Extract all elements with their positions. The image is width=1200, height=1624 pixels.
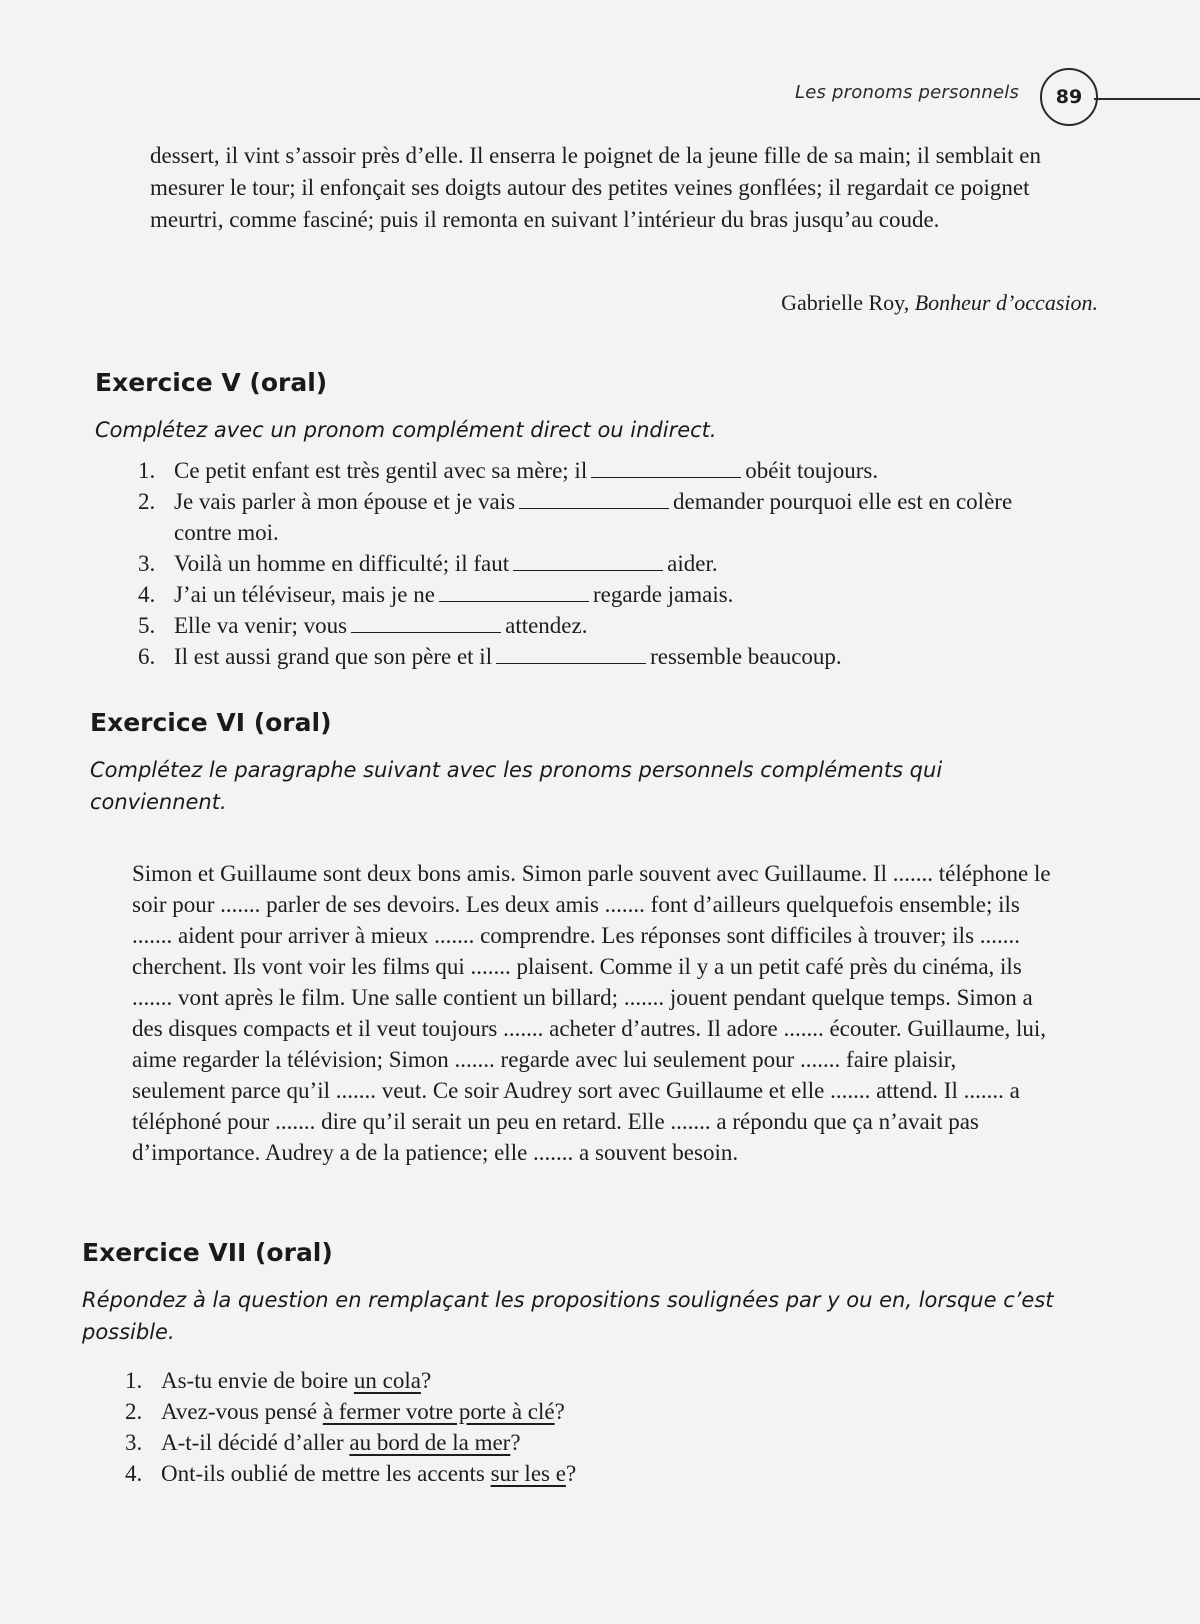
item-text-before: Je vais parler à mon épouse et je vais xyxy=(174,489,516,514)
item-text-after: ressemble beaucoup. xyxy=(650,644,842,669)
item-text-before: Elle va venir; vous xyxy=(174,613,348,638)
exercise-7-title: Exercice VII (oral) xyxy=(82,1238,333,1267)
item-question: Avez-vous pensé xyxy=(161,1399,323,1424)
exercise-5-list xyxy=(138,455,1038,672)
exercise-5-item xyxy=(138,641,1038,672)
item-text-after: aider. xyxy=(667,551,718,576)
page-number xyxy=(1040,68,1098,126)
exercise-7-item xyxy=(125,1427,1025,1458)
exercise-5-item xyxy=(138,548,1038,579)
exercise-6-title: Exercice VI (oral) xyxy=(90,708,332,737)
item-text-before: J’ai un téléviseur, mais je ne xyxy=(174,582,435,607)
exercise-7-item xyxy=(125,1396,1025,1427)
answer-blank[interactable] xyxy=(351,610,501,633)
item-question: Ont-ils oublié de mettre les accents xyxy=(161,1461,491,1486)
item-number: 4. xyxy=(125,1461,143,1486)
item-number: 6. xyxy=(138,644,156,669)
underlined-phrase: un cola xyxy=(353,1368,421,1393)
item-text-before: Il est aussi grand que son père et il xyxy=(174,644,493,669)
item-text-after: obéit toujours. xyxy=(745,458,879,483)
literary-excerpt: dessert, il vint s’assoir près d’elle. Il enserra le poignet de la jeune fille de sa main; il semblait en mesurer le tour; il enfonçait ses doigts autour des petites veines gonflées; il regardait ce poignet meurtri, comme fasciné; puis il remonta en suivant l’intérieur du bras jusqu’au coude. xyxy=(150,143,1041,232)
item-number: 2. xyxy=(138,489,156,514)
item-text-after: attendez. xyxy=(505,613,588,638)
exercise-5-item xyxy=(138,486,1038,548)
answer-blank[interactable] xyxy=(591,455,741,478)
exercise-7-instruction: Répondez à la question en remplaçant les propositions soulignées par y ou en, lorsque c’est possible. xyxy=(82,1288,1054,1344)
exercise-7-item xyxy=(125,1365,1025,1396)
item-number: 3. xyxy=(125,1430,143,1455)
exercise-6-paragraph: Simon et Guillaume sont deux bons amis. Simon parle souvent avec Guillaume. Il ....... téléphone le soir pour ....... parler de ses devoirs. Les deux amis ....... font d’ailleurs quelquefois ensemble; ils ....... aident pour arriver à mieux ....... comprendre. Les réponses sont difficiles à trouver; ils ....... cherchent. Ils vont voir les films qui ....... plaisent. Comme il y a un petit café près du cinéma, ils ....... vont après le film. Une salle contient un billard; ....... jouent pendant quelque temps. Simon a des disques compacts et il veut toujours ....... acheter d’autres. Il adore ....... écouter. Guillaume, lui, aime regarder la télévision; Simon ....... regarde avec lui seulement pour ....... faire plaisir, seulement parce qu’il ....... veut. Ce soir Audrey sort avec Guillaume et elle ....... attend. Il ....... a téléphoné pour ....... dire qu’il serait un peu en retard. Elle ....... a répondu que ça n’avait pas d’importance. Audrey a de la patience; elle ....... a souvent besoin. xyxy=(132,861,1051,1165)
excerpt-attribution xyxy=(781,290,1098,316)
item-number: 1. xyxy=(125,1368,143,1393)
item-text-after: demander pourquoi elle est en colère contre moi. xyxy=(174,489,1013,545)
exercise-7-list xyxy=(125,1365,1025,1489)
question-mark: ? xyxy=(565,1461,577,1486)
exercise-5-title: Exercice V (oral) xyxy=(95,368,328,397)
item-text-before: Voilà un homme en difficulté; il faut xyxy=(174,551,510,576)
exercise-5-item xyxy=(138,610,1038,641)
exercise-5-item xyxy=(138,455,1038,486)
item-question: As-tu envie de boire xyxy=(161,1368,354,1393)
underlined-phrase: au bord de la mer xyxy=(349,1430,511,1455)
question-mark: ? xyxy=(420,1368,432,1393)
item-question: A-t-il décidé d’aller xyxy=(161,1430,350,1455)
exercise-5-instruction: Complétez avec un pronom complément direct ou indirect. xyxy=(95,418,717,442)
exercise-5-item xyxy=(138,579,1038,610)
answer-blank[interactable] xyxy=(439,579,589,602)
exercise-6-instruction: Complétez le paragraphe suivant avec les pronoms personnels compléments qui conviennent. xyxy=(90,758,943,814)
answer-blank[interactable] xyxy=(496,641,646,664)
item-text-after: regarde jamais. xyxy=(592,582,734,607)
item-number: 5. xyxy=(138,613,156,638)
item-number: 4. xyxy=(138,582,156,607)
answer-blank[interactable] xyxy=(513,548,663,571)
underlined-phrase: à fermer votre porte à clé xyxy=(322,1399,555,1424)
exercise-7-item xyxy=(125,1458,1025,1489)
underlined-phrase: sur les e xyxy=(490,1461,566,1486)
item-number: 1. xyxy=(138,458,156,483)
header-rule xyxy=(1094,98,1200,100)
question-mark: ? xyxy=(554,1399,565,1424)
answer-blank[interactable] xyxy=(519,486,669,509)
item-number: 2. xyxy=(125,1399,143,1424)
question-mark: ? xyxy=(510,1430,521,1455)
item-text-before: Ce petit enfant est très gentil avec sa mère; il xyxy=(174,458,588,483)
running-title: Les pronoms personnels xyxy=(795,82,1020,103)
page-number-label: 89 xyxy=(1055,86,1083,108)
item-number: 3. xyxy=(138,551,156,576)
attribution-author: Gabrielle Roy, xyxy=(781,290,910,315)
attribution-work: Bonheur d’occasion. xyxy=(914,290,1098,315)
